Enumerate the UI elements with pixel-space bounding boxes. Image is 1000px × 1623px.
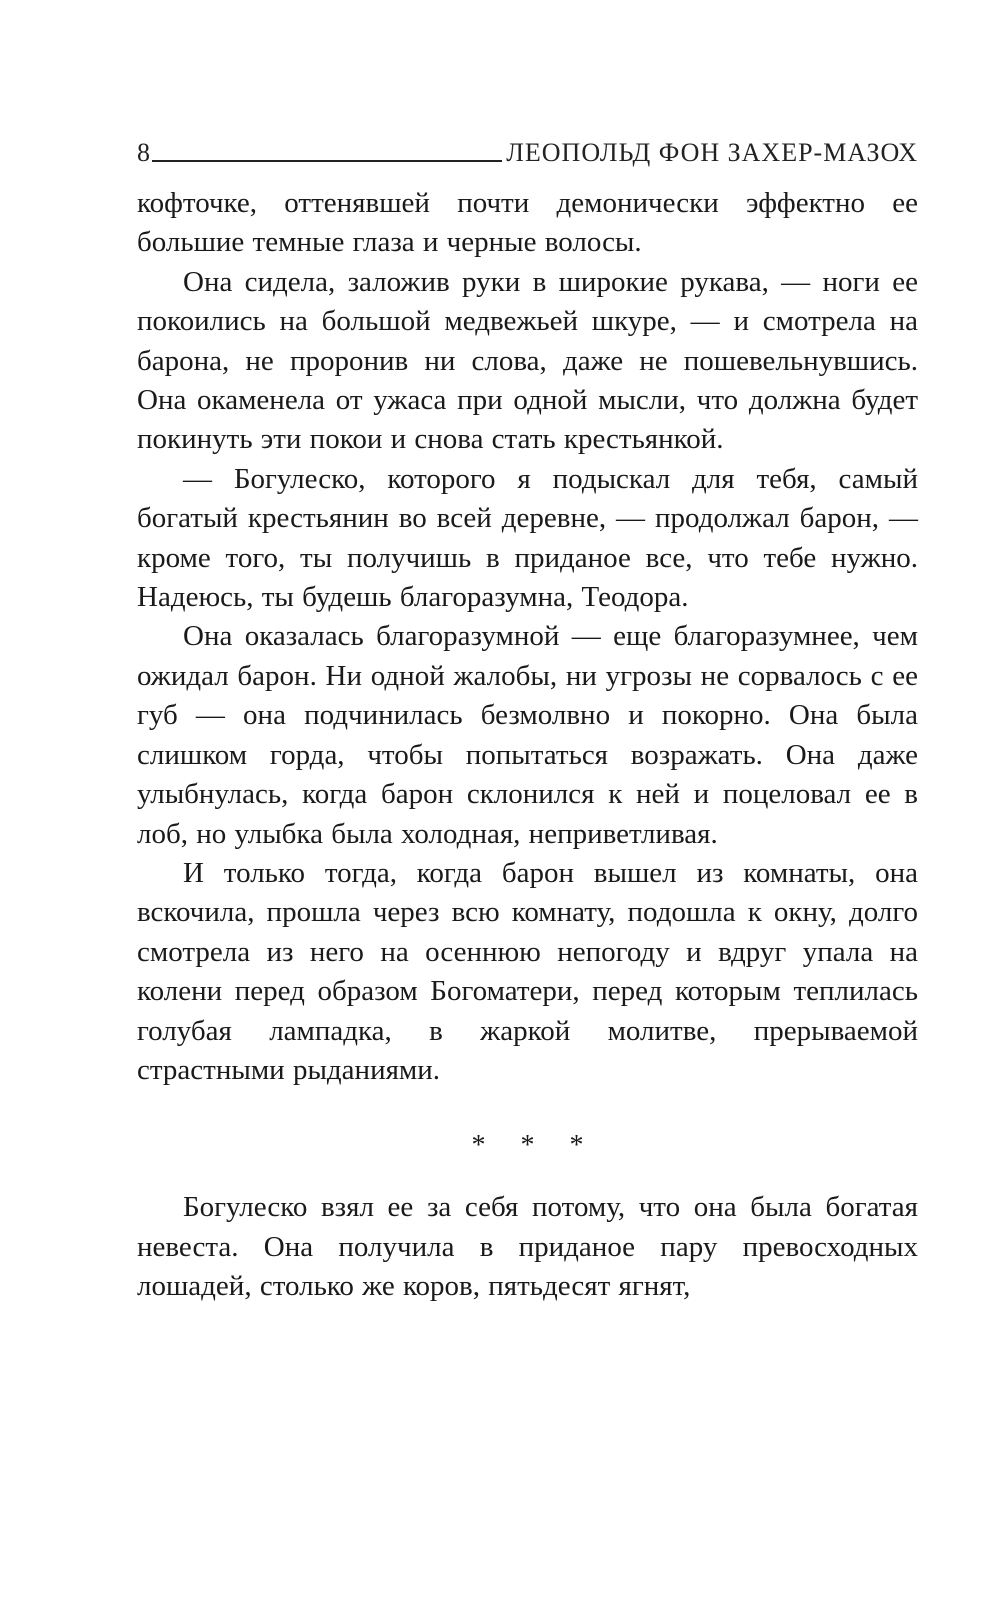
running-head-author: ЛЕОПОЛЬД ФОН ЗАХЕР-МАЗОХ [506,138,918,167]
paragraph: Она сидела, заложив руки в широкие рукава, — ноги ее покоились на большой медвежьей шкуре, — и смотрела на барона, не проронив ни слова, даже не пошевельнувшись. Она окаменела от ужаса при одной мысли, что должна будет покинуть эти покои и снова стать крестьянкой. [137,265,918,456]
header-rule [152,160,502,162]
paragraph: И только тогда, когда барон вышел из комнаты, она вскочила, прошла через всю комнату, подошла к окну, долго смотрела из него на осеннюю непогоду и вдруг упала на колени перед образом Богоматери, перед которым теплилась голубая лампадка, в жаркой молитве, прерываемой страстными рыданиями. [137,856,918,1086]
paragraph-dialogue: — Богулеско, которого я подыскал для тебя, самый богатый крестьянин во всей деревне, — продолжал барон, — кроме того, ты получишь в приданое все, что тебе нужно. Надеюсь, ты будешь благоразумна, Теодора. [137,462,918,614]
paragraph: Она оказалась благоразумной — еще благоразумнее, чем ожидал барон. Ни одной жалобы, ни угрозы не сорвалось с ее губ — она подчинилась безмолвно и покорно. Она была слишком горда, чтобы попытаться возражать. Она даже улыбнулась, когда барон склонился к ней и поцеловал ее в лоб, но улыбка была холодная, неприветливая. [137,620,918,850]
running-head [137,134,918,168]
paragraph-continued: кофточке, оттенявшей почти демонически эффектно ее большие темные глаза и черные волосы. [137,187,918,259]
book-page [137,0,918,1623]
paragraph: Богулеско взял ее за себя потому, что она была богатая невеста. Она получила в приданое пару превосходных лошадей, столько же коров, пятьдесят ягнят, [137,1191,918,1303]
body-text [137,184,918,1307]
section-separator: * * * [471,1130,598,1162]
page-number: 8 [137,138,150,167]
